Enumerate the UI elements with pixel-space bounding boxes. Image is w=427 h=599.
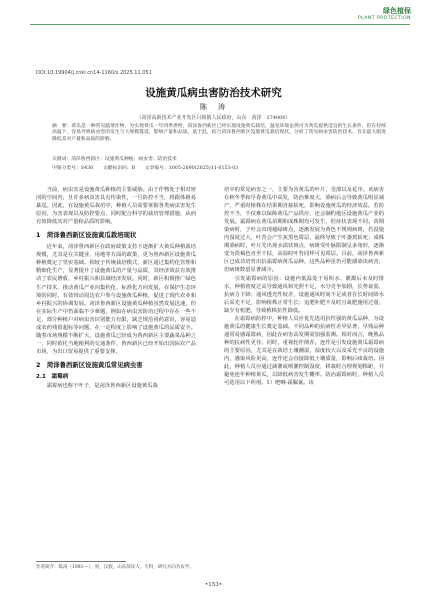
paper-title: 设施黄瓜病虫害防治技术研究 <box>145 87 282 99</box>
body-column-right <box>224 186 384 387</box>
header-rule <box>30 24 410 25</box>
author: 陈 涛 <box>200 103 227 111</box>
classification-codes: 中图分类号：S436 文献标识码：B 文章编号：1005-2690(2025)11-0153-03 <box>52 166 239 171</box>
right-paragraph-2: 引发霜霉病的原因：设施内低温处于易积水、灌溉后未及时排水，种植密度过高导致通风和光照不足，水分竞争加剧，长势衰弱，抗病力下降；通风透光性较差，设施通风时间不足或者在长时间降水后采光不足，影响植株正常生长；追肥补肥不及时且氮肥施用过量，缺少有机肥，导致植株抗性降低。 <box>224 275 384 314</box>
section-1-paragraph: 近年来，菏泽鲁西新区在政府政策支持下逐渐扩大黄瓜种植栽培规模，尤其是在关键业、用地等方面的政策，更为鲁西新区设施黄瓜种植奠定了坚实基础。相较于传统栽培模式，新区通过集约化管理和精细化生产，显著提升了设施黄瓜的产量与品质，其经济效益有效推动了农民增收、乡村振兴和县域经济发展。同时，新区积极推广绿色生产技术，推动黄瓜产业向集约化、标准化方向发展，在保护生态环境的同时，有效带动周边农户参与设施黄瓜种植，促进了现代农业和乡村振兴的协调发展。菏泽鲁西新区设施黄瓜种植虽然发展迅速，但在实际生产中仍面临不少难题，例如在病虫害防治过程中存在一些不足，部分种植户对病虫害识别能力有限，缺乏规范用药意识，容易造成农药残留超标等问题，在一定程度上影响了设施黄瓜的品质安全。随着市场规模不断扩大，设施黄瓜已经成为鲁西新区主要蔬菜品种之一，同时依托当地便利的交通条件，鲁西新区已经开始出国际农产品市场，为出口贸易提供了重要支撑。 <box>36 244 196 355</box>
keywords: 关键词：菏泽鲁西新区；设施黄瓜种植；病虫害；防治技术 <box>52 157 177 162</box>
doi: DOI:10.19904/j.cnki.cn14-1160/s.2025.11.051 <box>36 70 152 76</box>
section-2-1-heading: 2.1 霜霉病 <box>36 373 69 380</box>
affiliation: （菏泽高新技术产业开发区吕陵镇人民政府，山东 菏泽 274000） <box>136 115 291 121</box>
journal-name: 绿色植保 <box>383 7 411 15</box>
page-number: •153• <box>205 582 222 588</box>
journal-section: PLANT PROTECTION <box>357 16 411 21</box>
body-column-left <box>36 186 196 390</box>
abstract: 摘 要：黄瓜是一种常见蔬菜作物，为实现黄瓜一年四季供给，菏泽鲁西新区已经实现设施黄瓜栽培，温室环境虽然可为黄瓜提供适宜的生长条件，但在持续高温下，容易导致病虫害的发生与大规模蔓延，影响产量和品质。基于此，结合菏泽鲁西新区设施黄瓜栽培现状，分析了常见病虫害防治技术，旨在最大限度降低其对产量和品质的影响。 <box>52 124 386 142</box>
journal-header <box>0 0 427 28</box>
right-paragraph-1: 培中的常见病害之一，主要为害黄瓜的叶片、茎部以及花序。该病害在秋冬季和早春黄瓜中高发，防治难度大，染病后会导致黄瓜明显减产，严重时植株在结果期直接枯死，影响设施黄瓜的经济效益。若防控不当，不仅难以保障黄瓜产品供应，还会制约地区设施黄瓜产业的发展。霜霉病在黄瓜苗期和成株期均可发生，但症状表现不同。苗期染病时，子叶会出现褪绿斑点，逐渐发展为黄色不规则病斑，若设施内湿度过大，叶背会产生灰黑色霉层，最终导致子叶萎蔫枯死；成株期染病时，叶片先出现水渍状斑点，病斑受叶脉限制呈多角形，逐渐变为淡褐色直至干枯，高湿时叶背同样可见霉层。目前，菏泽鲁西新区已成功培育出抗霜霉病黄瓜品种，这些品种虽仍可能感染该病害，但病斑数量显著减少。 <box>224 187 384 274</box>
right-paragraph-3: 在霜霉病防控中，种植人员应优先选用抗性强的黄瓜品种，为设施黄瓜的健康生长奠定基础。不同品种的抗病性差异显著，早熟品种通常易感霜霉病，因此在病害高发期需加强监测。相对而言，晚熟品种的抗病性更佳。同时，重视轮作倒茬。连作是引发设施黄瓜霜霉病的主要原因，尤其是在栽培土壤潮湿，湿度较大以及采光不良的设施内，感染风险更高，连作还会直接降低土壤质量，影响后续栽培。因此，种植人员应通过滴灌或喷灌控制湿度，移栽时合理规划株距，并避免连年种植黄瓜，以降低病害发生概率。防治霜霉病时，种植人员可选用以下药剂。1）吧啉·霜脲氰。该 <box>224 315 384 387</box>
section-2-heading: 2 菏泽鲁西新区设施黄瓜常见病虫害 <box>36 360 143 369</box>
section-2-1-paragraph: 霜霉病也称干叶子，是菏泽鲁西新区设施黄瓜栽 <box>46 383 158 390</box>
section-1-heading: 1 菏泽鲁西新区设施黄瓜栽培现状 <box>36 231 137 240</box>
intro-paragraph: 当前，病虫害是设施黄瓜种植的主要威胁。由于作物处于相对密闭的空间内，且许多病虫害具有传染性，一旦防控不当，将跟体极易暴逞。因此，在设施黄瓜栽培中，种植人员需要掌握各类病虫害发生原因，为害表现以及防控要点，同时配合科学的栽培管理措施，从而有效降低其对产量和品质的影响。 <box>36 187 196 226</box>
author-footnote: 作者简介：陈涛（1981—），男，汉族，山东菏泽人，专科，研究方向为农学。 <box>36 565 194 570</box>
footnote-rule <box>36 561 126 562</box>
